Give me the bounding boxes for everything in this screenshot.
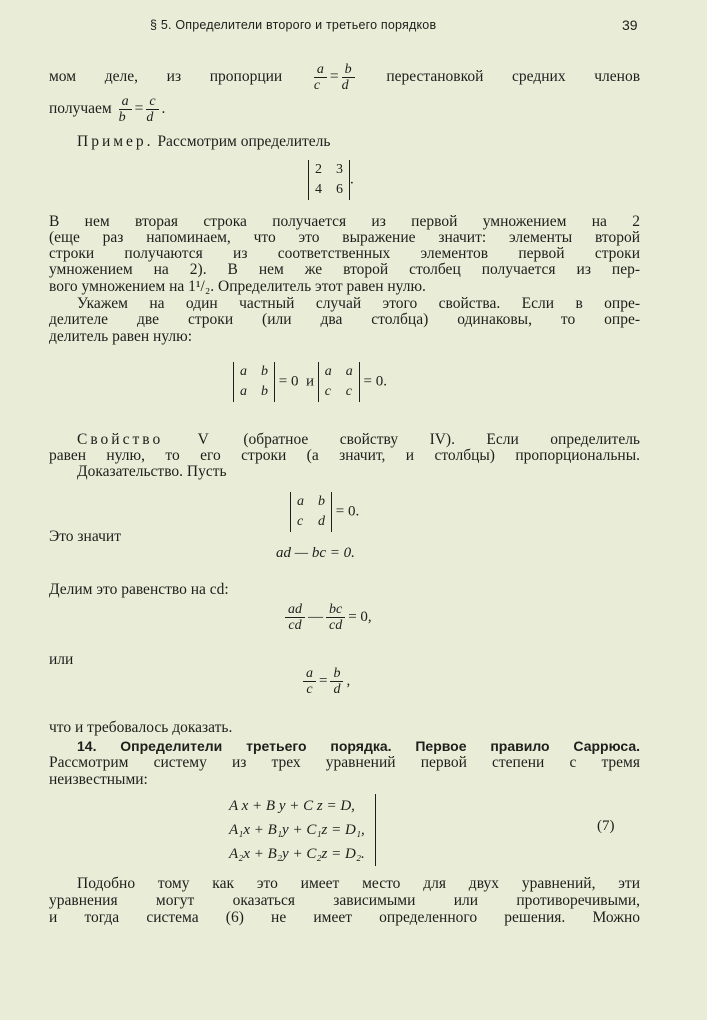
cell: d <box>318 514 325 529</box>
equals: = <box>134 100 144 118</box>
cell: a <box>240 364 247 379</box>
period: . <box>350 171 354 188</box>
denominator: d <box>333 682 341 697</box>
fraction <box>146 94 158 125</box>
text: мом деле, из пропорции <box>49 68 283 86</box>
equation-number: (7) <box>597 818 615 834</box>
cell: b <box>318 494 325 509</box>
cell: 2 <box>315 162 322 177</box>
text-line <box>49 62 640 93</box>
text: получаем <box>49 100 112 118</box>
cell: a <box>324 364 332 379</box>
equals-zero: = 0. <box>363 373 387 390</box>
fraction <box>342 62 355 93</box>
determinant <box>308 160 350 200</box>
equation-row: A x + B y + C z = D, <box>229 798 355 814</box>
cell: c <box>297 514 304 529</box>
text-line: В нем вторая строка получается из первой умножением на 2 <box>49 213 640 230</box>
text-line: что и требовалось доказать. <box>49 719 233 736</box>
minus: — <box>308 608 323 625</box>
comma: , <box>346 672 351 689</box>
numerator: c <box>146 94 158 110</box>
denominator: c <box>306 682 313 697</box>
equals-and: = 0 и <box>278 373 314 390</box>
equals-zero: = 0, <box>348 608 372 625</box>
running-header: § 5. Определители второго и третьего порядков <box>150 18 437 32</box>
determinant <box>233 362 275 402</box>
text: перестановкой средних членов <box>386 68 641 86</box>
fraction <box>303 666 316 697</box>
fraction <box>314 62 327 93</box>
identical-rows-equation <box>233 362 387 402</box>
numerator: a <box>314 62 327 78</box>
property-label: Свойство V <box>77 431 212 448</box>
equation: ad — bc = 0. <box>276 545 355 561</box>
text: Рассмотрим определитель <box>157 133 331 150</box>
text-line: вого умножением на 1¹/₂. Определитель этот равен нулю. <box>49 278 426 295</box>
cell: a <box>345 364 353 379</box>
fraction <box>285 602 305 633</box>
text-line: строки получаются из соответственных элементов первой строки <box>49 245 640 262</box>
fraction <box>326 602 345 633</box>
text-line: Делим это равенство на cd: <box>49 581 229 598</box>
denominator: c <box>313 78 321 93</box>
fraction <box>119 94 132 125</box>
text-line: Рассмотрим систему из трех уравнений первой степени с тремя <box>49 754 640 771</box>
equals: = <box>319 672 328 689</box>
cell: 4 <box>315 182 322 197</box>
cell: c <box>324 384 331 399</box>
cell: 3 <box>336 162 343 177</box>
text-line: неизвестными: <box>49 771 148 788</box>
cell: c <box>345 384 352 399</box>
equals: = <box>329 68 339 86</box>
text-line: уравнения могут оказаться зависимыми или противоречивыми, <box>49 892 640 909</box>
proportion-equation <box>300 666 350 697</box>
text: (обратное свойству IV). Если определитель <box>243 431 641 448</box>
equation-row: A₂x + B₂y + C₂z = D₂. <box>229 846 365 862</box>
property-line <box>49 432 640 448</box>
denominator: cd <box>329 618 343 633</box>
numerator: bc <box>326 602 345 618</box>
text-line: делителе две строки (или два столбца) одинаковы, то опре- <box>49 311 640 328</box>
example-label: Пример. <box>77 133 154 150</box>
section-heading: 14. Определители третьего порядка. Первое правило Саррюса. <box>77 738 640 754</box>
text-line: Доказательство. Пусть <box>77 463 227 480</box>
text-line: делитель равен нулю: <box>49 328 193 345</box>
cell: 6 <box>336 182 343 197</box>
period: . <box>161 100 166 118</box>
determinant <box>290 492 332 532</box>
numerator: ad <box>285 602 305 618</box>
equals-zero: = 0. <box>335 503 360 520</box>
determinant-example <box>308 160 354 200</box>
text-line: Это значит <box>49 528 121 545</box>
cell: a <box>240 384 247 399</box>
example-line <box>49 134 640 150</box>
text-line: умножением на 2). В нем же второй столбец получается из пер- <box>49 261 640 278</box>
denominator: b <box>118 110 126 125</box>
equation-row: A₁x + B₁y + C₁z = D₁, <box>229 822 365 838</box>
text-line: (еще раз напоминаем, что это выражение значит: элементы второй <box>49 229 640 246</box>
denominator: cd <box>288 618 302 633</box>
denominator: d <box>146 110 154 125</box>
denominator: d <box>341 78 349 93</box>
text-line: Подобно тому как это имеет место для двух уравнений, эти <box>77 875 640 892</box>
determinant-abcd <box>290 492 359 532</box>
text-line <box>49 94 640 125</box>
cell: a <box>297 494 304 509</box>
cell: b <box>261 384 268 399</box>
cell: b <box>261 364 268 379</box>
fraction <box>330 666 343 697</box>
text-line: Укажем на один частный случай этого свойства. Если в опре- <box>77 295 640 312</box>
numerator: a <box>119 94 132 110</box>
text-line: или <box>49 651 74 668</box>
determinant <box>318 362 360 402</box>
page-number: 39 <box>622 17 638 33</box>
numerator: b <box>330 666 343 682</box>
fraction-equation <box>282 602 372 633</box>
numerator: b <box>342 62 355 78</box>
text-line: и тогда система (6) не имеет определенного решения. Можно <box>49 909 640 926</box>
equation-system <box>229 794 376 866</box>
text-line: равен нулю, то его строки (а значит, и столбцы) пропорциональны. <box>49 447 640 464</box>
numerator: a <box>303 666 316 682</box>
